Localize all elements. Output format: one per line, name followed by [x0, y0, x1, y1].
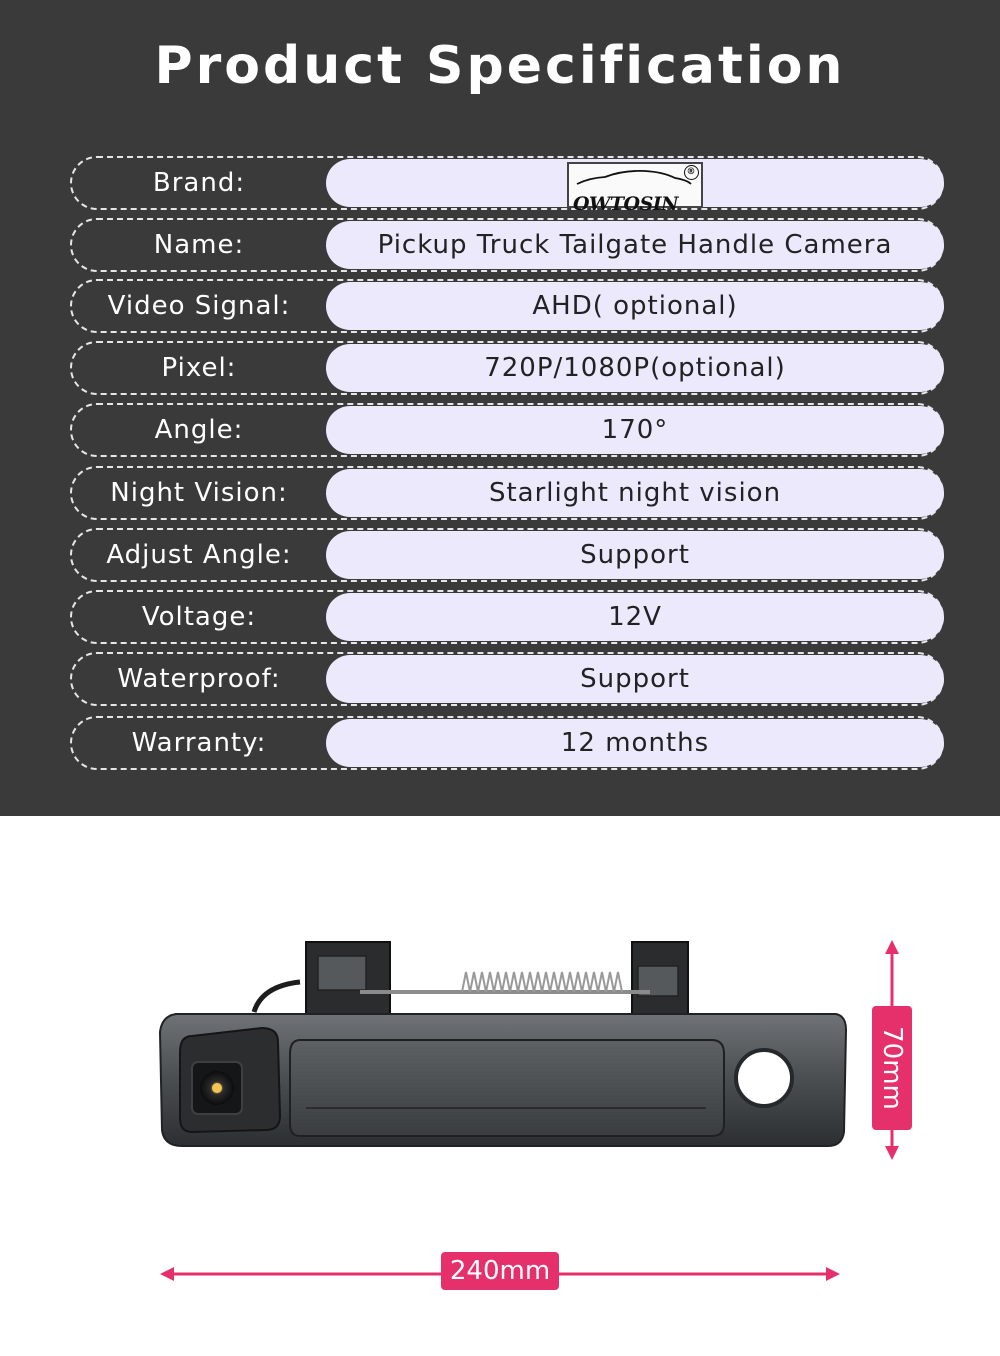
spec-label: Angle:	[154, 415, 244, 445]
spec-value: AHD( optional)	[326, 282, 944, 330]
brand-logo	[567, 162, 703, 215]
spring	[462, 972, 622, 992]
spec-value: Starlight night vision	[326, 469, 944, 517]
arrow-up-icon	[885, 940, 899, 954]
registered-mark: ®	[684, 165, 699, 180]
spec-row-pixel	[70, 341, 944, 395]
spec-row-angle	[70, 403, 944, 457]
spec-label: Night Vision:	[110, 478, 288, 508]
spec-row-waterproof	[70, 652, 944, 706]
spec-value: Support	[326, 531, 944, 579]
spec-value	[326, 159, 944, 215]
spec-label: Name:	[153, 230, 245, 260]
arrow-right-icon	[826, 1267, 840, 1281]
spec-label: Warranty:	[131, 728, 267, 758]
spec-value: 170°	[326, 406, 944, 454]
spec-row-voltage	[70, 590, 944, 644]
spec-label: Waterproof:	[117, 664, 281, 694]
arrow-left-icon	[160, 1267, 174, 1281]
camera-cable	[254, 982, 300, 1012]
spec-value: 12V	[326, 593, 944, 641]
width-dimension-label: 240mm	[441, 1252, 559, 1290]
spec-row-night-vision	[70, 466, 944, 520]
spec-value: 12 months	[326, 719, 944, 767]
spec-value: 720P/1080P(optional)	[326, 344, 944, 392]
spec-label: Pixel:	[161, 353, 237, 383]
spec-row-brand	[70, 156, 944, 215]
spec-label: Video Signal:	[107, 291, 291, 321]
spec-label: Brand:	[152, 168, 246, 198]
height-dimension-label: 70mm	[872, 1006, 912, 1130]
spec-value: Support	[326, 655, 944, 703]
arrow-down-icon	[885, 1146, 899, 1160]
page-title: Product Specification	[154, 36, 846, 96]
spec-label: Adjust Angle:	[106, 540, 292, 570]
spec-row-name	[70, 218, 944, 272]
spec-row-adjust-angle	[70, 528, 944, 582]
product-image-area	[0, 816, 1000, 1356]
brand-logo-text: OWTOSIN	[573, 193, 679, 215]
camera-lens-center	[212, 1083, 222, 1093]
spec-row-video-signal	[70, 279, 944, 333]
lock-hole	[736, 1050, 792, 1106]
spec-label: Voltage:	[141, 602, 257, 632]
handle-grip	[290, 1040, 724, 1136]
spec-row-warranty	[70, 716, 944, 770]
spec-value: Pickup Truck Tailgate Handle Camera	[326, 221, 944, 269]
